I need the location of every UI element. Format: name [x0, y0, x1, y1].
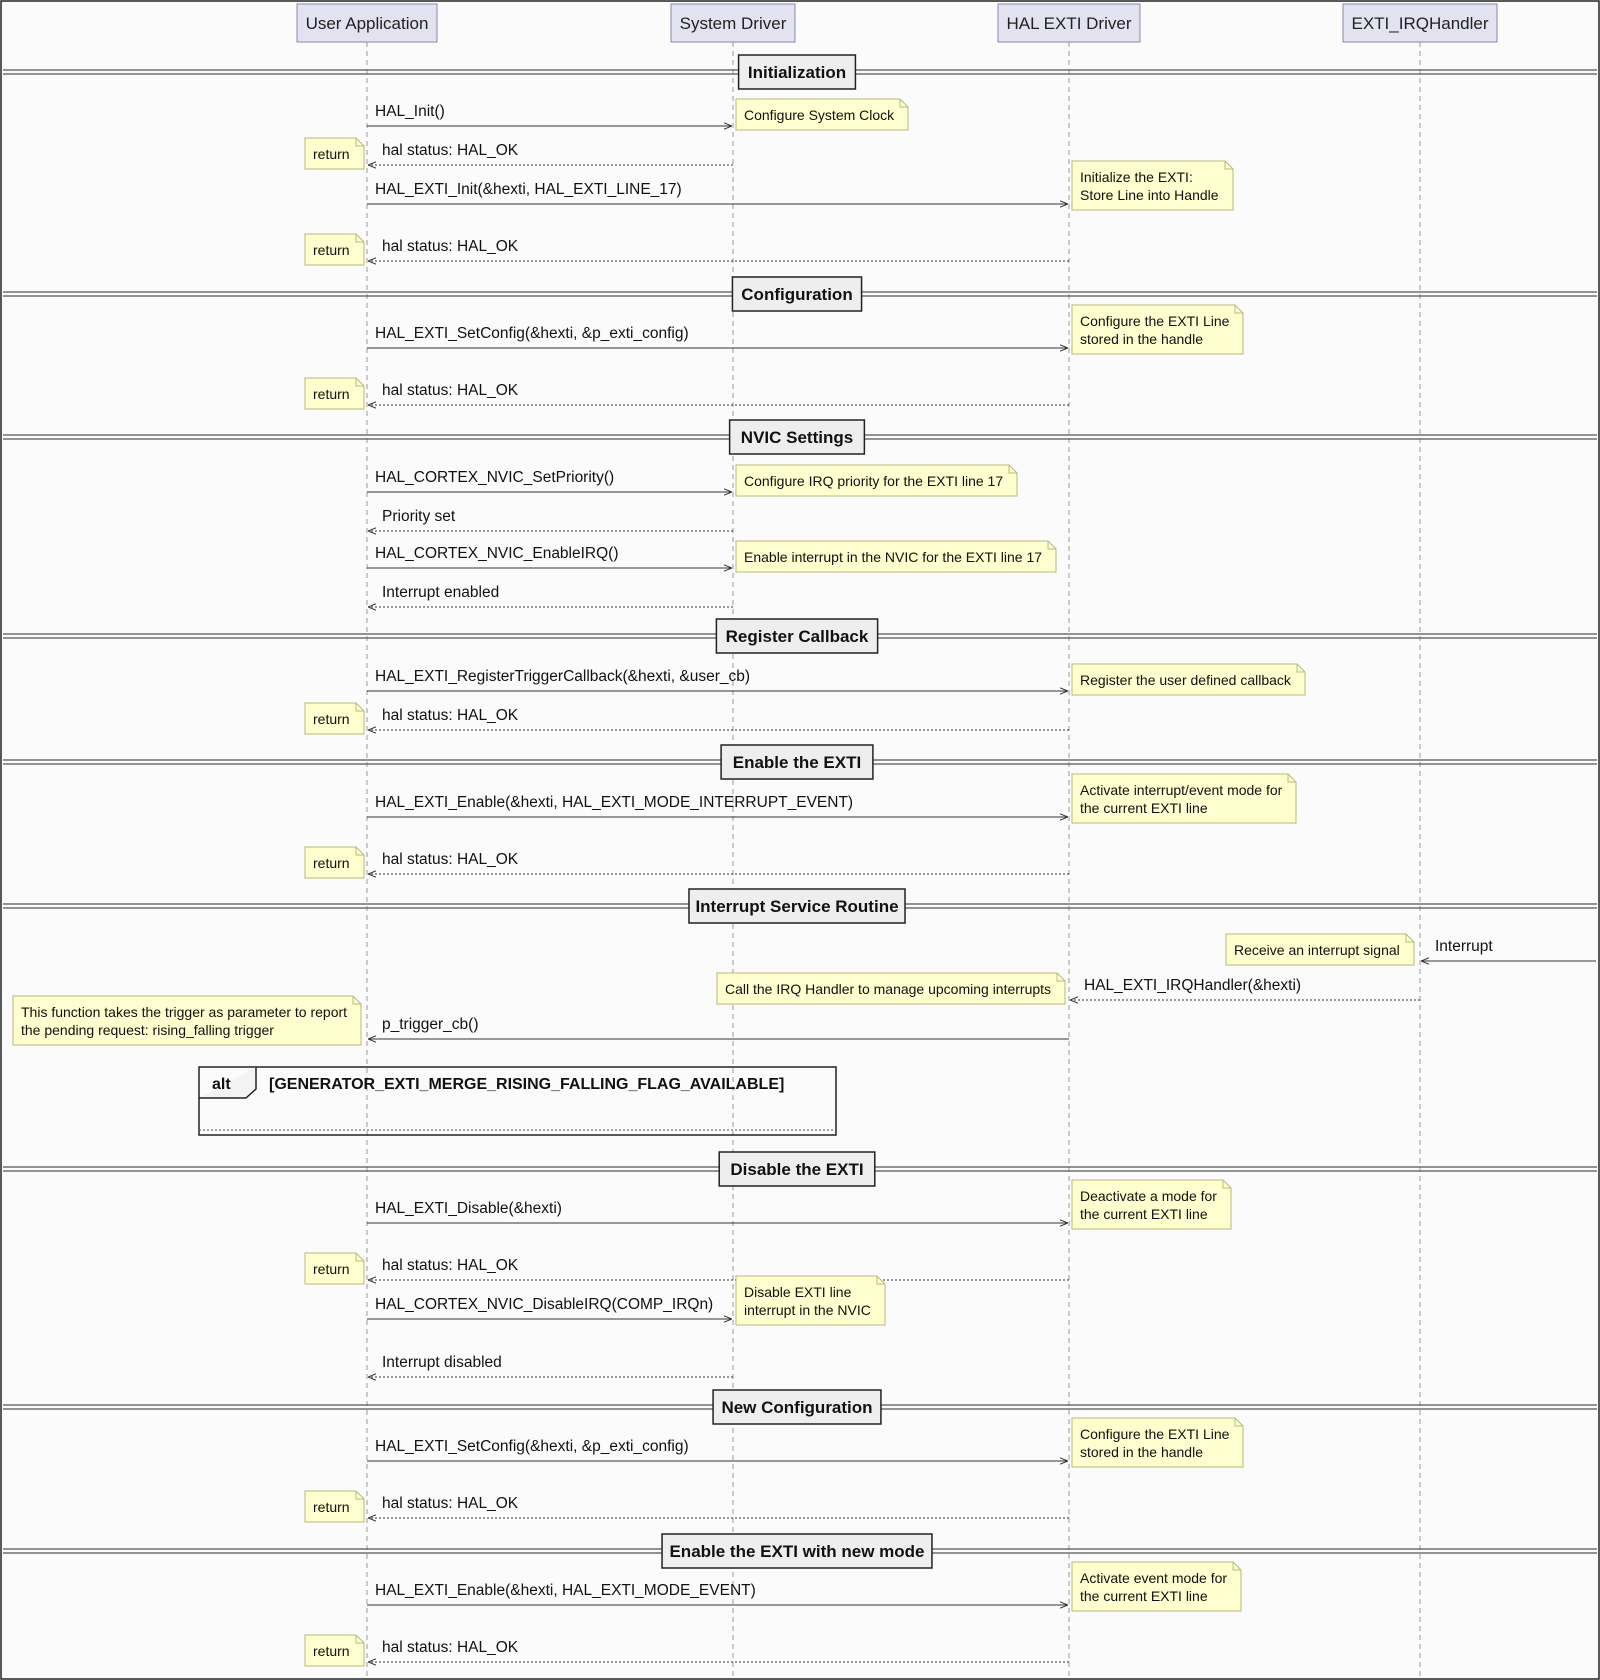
message-label: HAL_EXTI_SetConfig(&hexti, &p_exti_config) [375, 325, 689, 342]
note [1072, 161, 1233, 210]
message-label: HAL_CORTEX_NVIC_DisableIRQ(COMP_IRQn) [375, 1296, 714, 1313]
note-text: Enable interrupt in the NVIC for the EXTI line 17 [744, 549, 1043, 565]
message-label: hal status: HAL_OK [382, 1495, 519, 1512]
note-text: return [313, 1499, 350, 1515]
note [305, 1635, 364, 1666]
message-label: hal status: HAL_OK [382, 1257, 519, 1274]
section-title: Configuration [741, 285, 853, 304]
note-text: return [313, 242, 350, 258]
note-text: stored in the handle [1080, 331, 1203, 347]
participant-sys [671, 4, 795, 42]
message-label: hal status: HAL_OK [382, 238, 519, 255]
note [305, 378, 364, 409]
section-title: Interrupt Service Routine [695, 897, 899, 916]
note-text: the current EXTI line [1080, 1588, 1208, 1604]
message-label: HAL_EXTI_Disable(&hexti) [375, 1200, 562, 1217]
note-text: the pending request: rising_falling trigger [21, 1022, 274, 1038]
note [305, 847, 364, 878]
note-text: Receive an interrupt signal [1234, 942, 1400, 958]
message-label: HAL_EXTI_SetConfig(&hexti, &p_exti_config) [375, 1438, 689, 1455]
note-text: the current EXTI line [1080, 1206, 1208, 1222]
section-title: Disable the EXTI [730, 1160, 864, 1179]
note-text: Activate event mode for [1080, 1570, 1228, 1586]
note [736, 1276, 885, 1325]
section-title: Register Callback [725, 627, 869, 646]
message-label: Interrupt [1435, 938, 1493, 955]
note-text: return [313, 1261, 350, 1277]
note [305, 1491, 364, 1522]
note [736, 99, 908, 130]
message-label: hal status: HAL_OK [382, 851, 519, 868]
participant-label: System Driver [679, 14, 787, 33]
message-label: HAL_EXTI_IRQHandler(&hexti) [1084, 977, 1302, 994]
note-text: Initialize the EXTI: [1080, 169, 1193, 185]
message-label: HAL_EXTI_Enable(&hexti, HAL_EXTI_MODE_EVENT) [375, 1582, 756, 1599]
note-text: Store Line into Handle [1080, 187, 1219, 203]
note [1072, 664, 1305, 695]
section-title: New Configuration [721, 1398, 873, 1417]
message-label: HAL_Init() [375, 103, 445, 120]
diagram-border [1, 1, 1599, 1679]
note [1072, 774, 1296, 823]
section-title: Initialization [747, 63, 847, 82]
participant-user [297, 4, 437, 42]
message-label: hal status: HAL_OK [382, 142, 519, 159]
note-text: stored in the handle [1080, 1444, 1203, 1460]
note-text: Call the IRQ Handler to manage upcoming interrupts [725, 981, 1052, 997]
note-text: Configure the EXTI Line [1080, 313, 1230, 329]
message-label: hal status: HAL_OK [382, 1639, 519, 1656]
participant-hal [998, 4, 1140, 42]
message-label: Interrupt disabled [382, 1354, 502, 1371]
note [305, 234, 364, 265]
note-text: return [313, 711, 350, 727]
message-label: p_trigger_cb() [382, 1016, 479, 1033]
participant-irq [1343, 4, 1497, 42]
message-label: hal status: HAL_OK [382, 707, 519, 724]
message-label: HAL_EXTI_Init(&hexti, HAL_EXTI_LINE_17) [375, 181, 682, 198]
participant-label: HAL EXTI Driver [1006, 14, 1132, 33]
diagram-frame [1, 1, 1599, 1679]
note [305, 703, 364, 734]
message-label: HAL_EXTI_RegisterTriggerCallback(&hexti, &user_cb) [375, 668, 751, 685]
note-text: Register the user defined callback [1080, 672, 1291, 688]
message-label: Priority set [382, 508, 456, 525]
alt-keyword: alt [212, 1076, 231, 1093]
note [1226, 934, 1414, 965]
note [1072, 305, 1243, 354]
note-text: the current EXTI line [1080, 800, 1208, 816]
note-text: return [313, 1643, 350, 1659]
participant-label: User Application [305, 14, 429, 33]
message-label: Interrupt enabled [382, 584, 500, 601]
note [717, 973, 1065, 1004]
note-text: interrupt in the NVIC [744, 1302, 871, 1318]
message-label: HAL_EXTI_Enable(&hexti, HAL_EXTI_MODE_INTERRUPT_EVENT) [375, 794, 854, 811]
section-title: Enable the EXTI with new mode [669, 1542, 925, 1561]
section-title: Enable the EXTI [732, 753, 862, 772]
note [736, 465, 1017, 496]
note [305, 1253, 364, 1284]
note-text: Configure IRQ priority for the EXTI line 17 [744, 473, 1004, 489]
note-text: Configure System Clock [744, 107, 895, 123]
participant-label: EXTI_IRQHandler [1351, 14, 1489, 33]
section-title: NVIC Settings [740, 428, 854, 447]
message-label: HAL_CORTEX_NVIC_EnableIRQ() [375, 545, 619, 562]
message-label: HAL_CORTEX_NVIC_SetPriority() [375, 469, 615, 486]
note [13, 996, 361, 1045]
note [1072, 1418, 1243, 1467]
note-text: Disable EXTI line [744, 1284, 852, 1300]
note-text: Activate interrupt/event mode for [1080, 782, 1283, 798]
note [305, 138, 364, 169]
alt-condition: [GENERATOR_EXTI_MERGE_RISING_FALLING_FLAG_AVAILABLE] [269, 1076, 785, 1093]
note-text: return [313, 855, 350, 871]
note [1072, 1180, 1231, 1229]
note-text: This function takes the trigger as parameter to report [21, 1004, 348, 1020]
note [1072, 1562, 1241, 1611]
note-text: Deactivate a mode for [1080, 1188, 1217, 1204]
message-label: hal status: HAL_OK [382, 382, 519, 399]
note-text: return [313, 386, 350, 402]
note [736, 541, 1056, 572]
note-text: Configure the EXTI Line [1080, 1426, 1230, 1442]
note-text: return [313, 146, 350, 162]
